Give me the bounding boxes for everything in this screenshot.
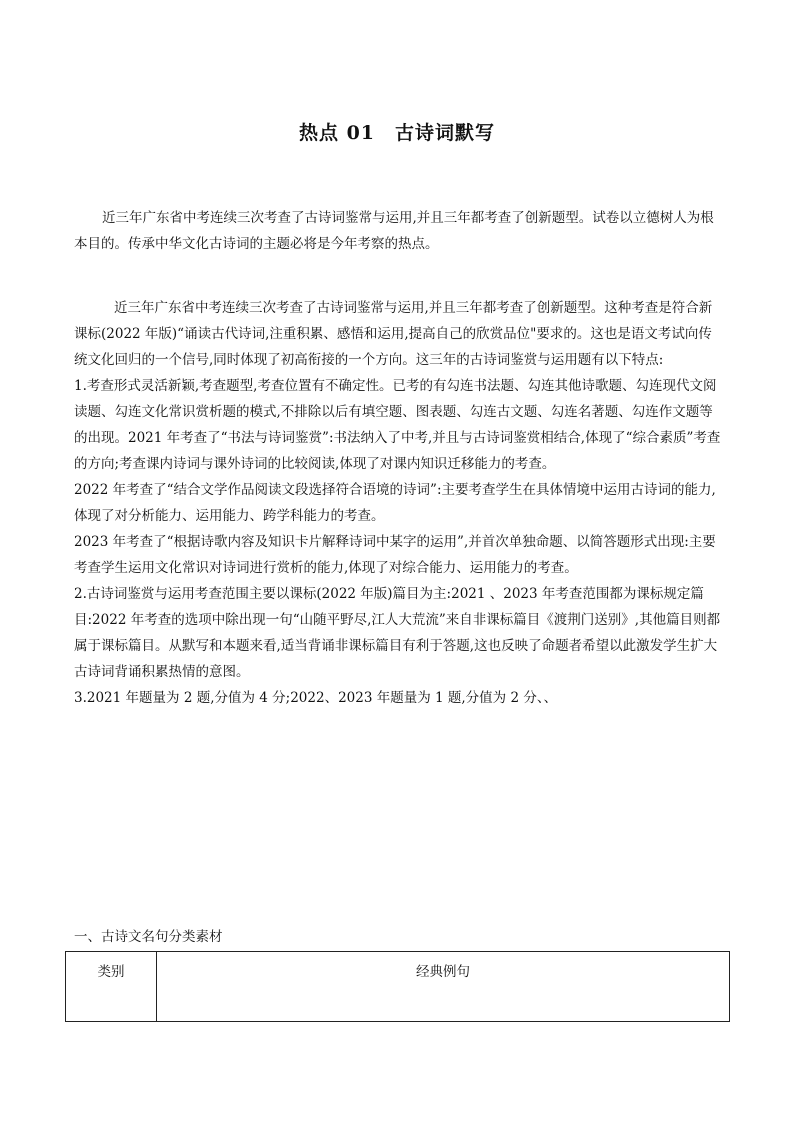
analysis-point-2: 2.古诗词鉴赏与运用考查范围主要以课标(2022 年版)篇目为主:2021 、2023 年考查范围都为课标规定篇目:2022 年考查的选项中除出现一句“山随平野尽,江人大荒流”来自非课标篇目《渡荆门送别》,其他篇目则都属于课标篇目。从默写和本题来看,适当背诵非课标篇目有利于答题,这也反映了命题者希望以此激发学生扩大古诗词背诵积累热情的意图。 (74, 586, 721, 680)
table-header-examples: 经典例句 (157, 952, 730, 1022)
analysis-point-2022: 2022 年考查了“结合文学作品阅读文段选择符合语境的诗词”:主要考查学生在具体情境中运用古诗词的能力,体现了对分析能力、运用能力、跨学科能力的考查。 (74, 482, 716, 524)
page-title: 热点 01 古诗词默写 (298, 122, 496, 144)
table-header-category: 类别 (66, 952, 157, 1022)
table-header-row (66, 952, 730, 1022)
analysis-paragraph: 近三年广东省中考连续三次考查了古诗词鉴常与运用,并且三年都考查了创新题型。这种考查是符合新课标(2022 年版)“诵读古代诗词,注重积累、感悟和运用,提高自己的欣赏品位"要求的。这也是语文考试向传统文化回归的一个信号,同时体现了初高衔接的一个方向。这三年的古诗词鉴赏与运用题有以下特点: (74, 300, 713, 368)
analysis-block (74, 295, 724, 711)
category-table (65, 951, 730, 1022)
section-heading: 一、古诗文名句分类素材 (74, 929, 223, 945)
intro-paragraph: 近三年广东省中考连续三次考查了古诗词鉴常与运用,并且三年都考查了创新题型。试卷以立德树人为根本目的。传承中华文化古诗词的主题必将是今年考察的热点。 (74, 210, 714, 252)
analysis-point-1: 1.考查形式灵活新颖,考查题型,考查位置有不确定性。已考的有勾连书法题、勾连其他诗歌题、勾连现代文阅读题、勾连文化常识赏析题的模式,不排除以后有填空题、图表题、勾连古文题、勾连名著题、勾连作文题等的出现。2021 年考查了“书法与诗词鉴赏”:书法纳入了中考,并且与古诗词鉴赏相结合,体现了“综合素质”考查的方向;考查课内诗词与课外诗词的比较阅读,体现了对课内知识迁移能力的考查。 (74, 378, 721, 472)
analysis-point-3: 3.2021 年题量为 2 题,分值为 4 分;2022、2023 年题量为 1 题,分值为 2 分、、 (74, 690, 558, 706)
analysis-point-2023: 2023 年考查了“根据诗歌内容及知识卡片解释诗词中某字的运用”,并首次单独命题、以简答题形式出现:主要考查学生运用文化常识对诗词进行赏析的能力,体现了对综合能力、运用能力的考查。 (74, 534, 716, 576)
